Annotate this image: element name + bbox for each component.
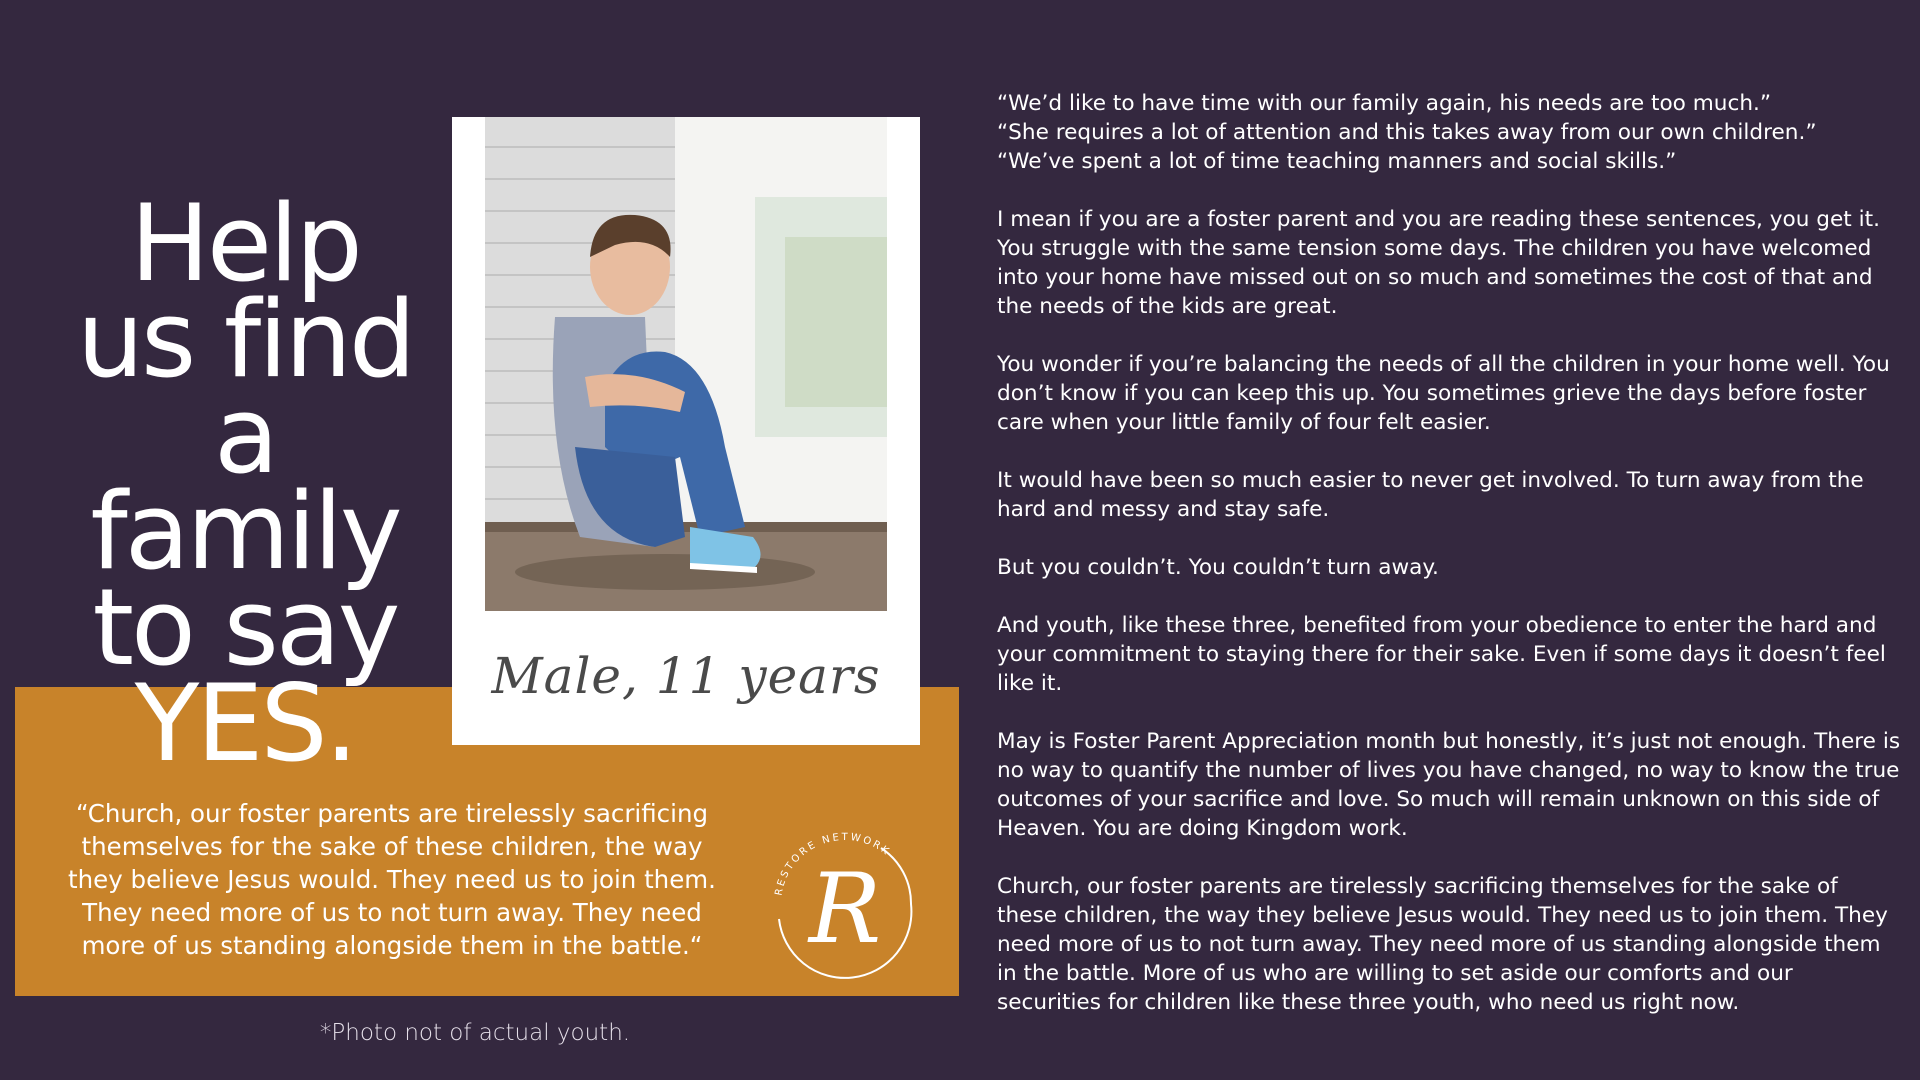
article-quote: “We’ve spent a lot of time teaching manners and social skills.” <box>997 149 1677 174</box>
headline-line: us find <box>76 278 414 401</box>
headline <box>30 182 460 785</box>
photo-caption: Male, 11 years <box>491 647 881 705</box>
headline-line: YES. <box>134 662 356 785</box>
photo-disclaimer: *Photo not of actual youth. <box>319 1020 631 1046</box>
article-paragraph: May is Foster Parent Appreciation month but honestly, it’s just not enough. There is no way to quantify the number of lives you have changed, no way to know the true outcomes of your sacrifice and love. So much will remain unknown on this side of Heaven. You are doing Kingdom work. <box>997 729 1901 841</box>
article-quote: “She requires a lot of attention and this takes away from our own children.” <box>997 120 1817 145</box>
restore-network-logo <box>765 824 925 984</box>
headline-line: a <box>214 374 276 497</box>
logo-ring-text: RESTORE NETWORK <box>773 831 893 897</box>
article-paragraph: You wonder if you’re balancing the needs of all the children in your home well. You don’t know if you can keep this up. You sometimes grieve the days before foster care when your little family of four felt easier. <box>997 352 1890 435</box>
article-paragraph: It would have been so much easier to never get involved. To turn away from the hard and messy and stay safe. <box>997 468 1864 522</box>
article-body <box>997 89 1902 1046</box>
article-paragraph: But you couldn’t. You couldn’t turn away. <box>997 555 1439 580</box>
article-paragraph: I mean if you are a foster parent and you are reading these sentences, you get it. You struggle with the same tension some days. The children you have welcomed into your home have missed out on so much and sometimes the cost of that and the needs of the kids are great. <box>997 207 1880 319</box>
article-paragraph: And youth, like these three, benefited from your obedience to enter the hard and your commitment to staying there for their sake. Even if some days it doesn’t feel like it. <box>997 613 1886 696</box>
photo-frame <box>452 117 920 745</box>
logo-letter: R <box>808 853 882 965</box>
headline-line: to say <box>92 566 398 689</box>
pull-quote: “Church, our foster parents are tirelessly sacrificing themselves for the sake of these children, the way they believe Jesus would. They need us to join them. They need more of us to not turn away. They need more of us standing alongside them in the battle.“ <box>68 799 716 960</box>
headline-line: family <box>90 470 400 593</box>
article-quotes <box>997 89 1902 176</box>
article-paragraph: Church, our foster parents are tirelessly sacrificing themselves for the sake of these children, the way they believe Jesus would. They need us to join them. They need more of us to not turn away. They need more of us standing alongside them in the battle. More of us who are willing to set aside our comforts and our securities for children like these three youth, who need us right now. <box>997 874 1888 1015</box>
article-quote: “We’d like to have time with our family again, his needs are too much.” <box>997 91 1772 116</box>
headline-line: Help <box>130 182 360 305</box>
child-photo <box>485 117 887 611</box>
